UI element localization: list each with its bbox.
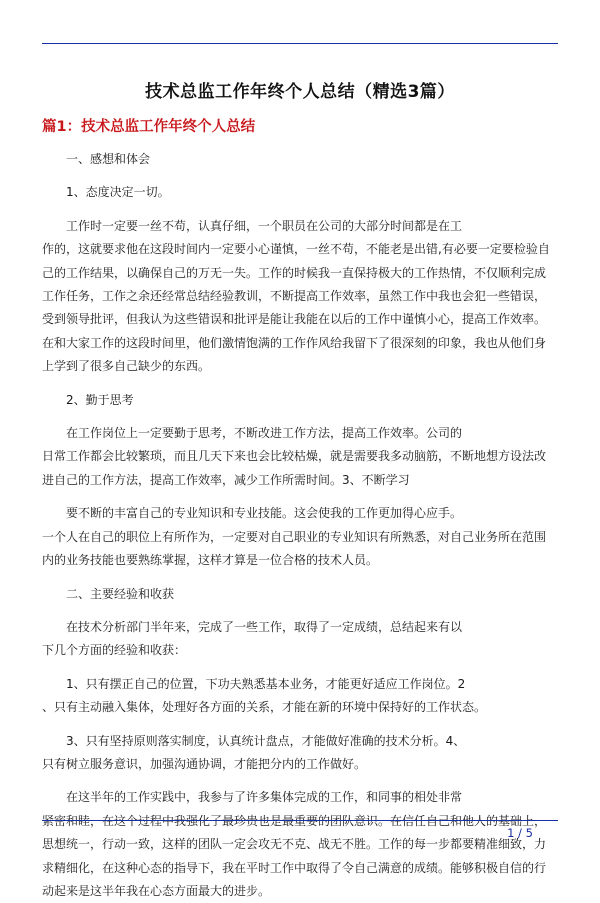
body-line: 进自己的工作方法，提高工作效率，减少工作所需时间。3、不断学习 [42,472,410,487]
body-line: 在这半年的工作实践中，我参与了许多集体完成的工作，和同事的相处非常 [66,790,463,805]
body-line: 2、勤于思考 [66,392,134,407]
body-line: 作的，这就要求他在这段时间内一定要小心谨慎，一丝不苟，不能老是出错,有必要一定要检验自 [42,242,550,257]
body-line: 内的业务技能也要熟练掌握，这样才算是一位合格的技术人员。 [42,553,379,568]
body-line: 己的工作结果，以确保自己的万无一失。工作的时候我一直保持极大的工作热情，不仅顺利完成 [42,265,547,280]
body-line: 1、只有摆正自己的位置，下功夫熟悉基本业务，才能更好适应工作岗位。2 [66,676,466,691]
document-title: 技术总监工作年终个人总结（精选3篇） [145,82,455,102]
body-line: 一、感想和体会 [66,152,151,166]
body-line: 二、主要经验和收获 [66,586,175,601]
section-heading: 篇1：技术总监工作年终个人总结 [42,119,256,135]
body-line: 在技术分析部门半年来，完成了一些工作，取得了一定成绩，总结起来有以 [66,619,463,634]
body-line: 在工作岗位上一定要勤于思考，不断改进工作方法，提高工作效率。公司的 [66,426,463,441]
body-line: 上学到了很多自己缺少的东西。 [42,359,211,374]
body-line: 工作任务，工作之余还经常总结经验教训，不断提高工作效率，虽然工作中我也会犯一些错误， [42,289,547,304]
body-line: 只有树立服务意识，加强沟通协调，才能把分内的工作做好。 [42,756,367,771]
footer-rule [42,820,558,821]
body-line: 在和大家工作的这段时间里，他们激情饱满的工作作风给我留下了很深刻的印象，我也从他们身 [42,335,547,350]
body-line: 受到领导批评，但我认为这些错误和批评是能让我能在以后的工作中谨慎小心，提高工作效率。 [42,312,547,327]
body-line: 下几个方面的经验和收获： [42,643,187,658]
body-line: 紧密和睦，在这个过程中我强化了最珍贵也是最重要的团队意识。在信任自己和他人的基础上， [42,813,547,828]
body-line: 求精细化，在这种心态的指导下，我在平时工作中取得了令自己满意的成绩。能够积极自信的行 [42,860,547,875]
body-line: 要不断的丰富自己的专业知识和专业技能。这会使我的工作更加得心应手。 [66,506,463,521]
body-line: 一个人在自己的职位上有所作为，一定要对自己职业的专业知识有所熟悉，对自己业务所在范围 [42,529,547,544]
page-number: 1 / 5 [507,826,533,840]
body-line: 日常工作都会比较繁琐，而且几天下来也会比较枯燥，就是需要我多动脑筋，不断地想方设法改 [42,449,547,464]
body-line: 3、只有坚持原则落实制度，认真统计盘点，才能做好准确的技术分析。4、 [66,733,466,748]
body-line: 1、态度决定一切。 [66,185,170,200]
body-line: 动起来是这半年我在心态方面最大的进步。 [42,883,271,898]
document-body [42,148,560,903]
body-line: 思想统一，行动一致，这样的团队一定会攻无不克、战无不胜。工作的每一步都要精准细致，力 [42,837,547,852]
body-line: 、只有主动融入集体，处理好各方面的关系，才能在新的环境中保持好的工作状态。 [42,700,487,715]
body-line: 工作时一定要一丝不苟，认真仔细，一个职员在公司的大部分时间都是在工 [66,218,463,233]
header-rule [42,43,558,44]
